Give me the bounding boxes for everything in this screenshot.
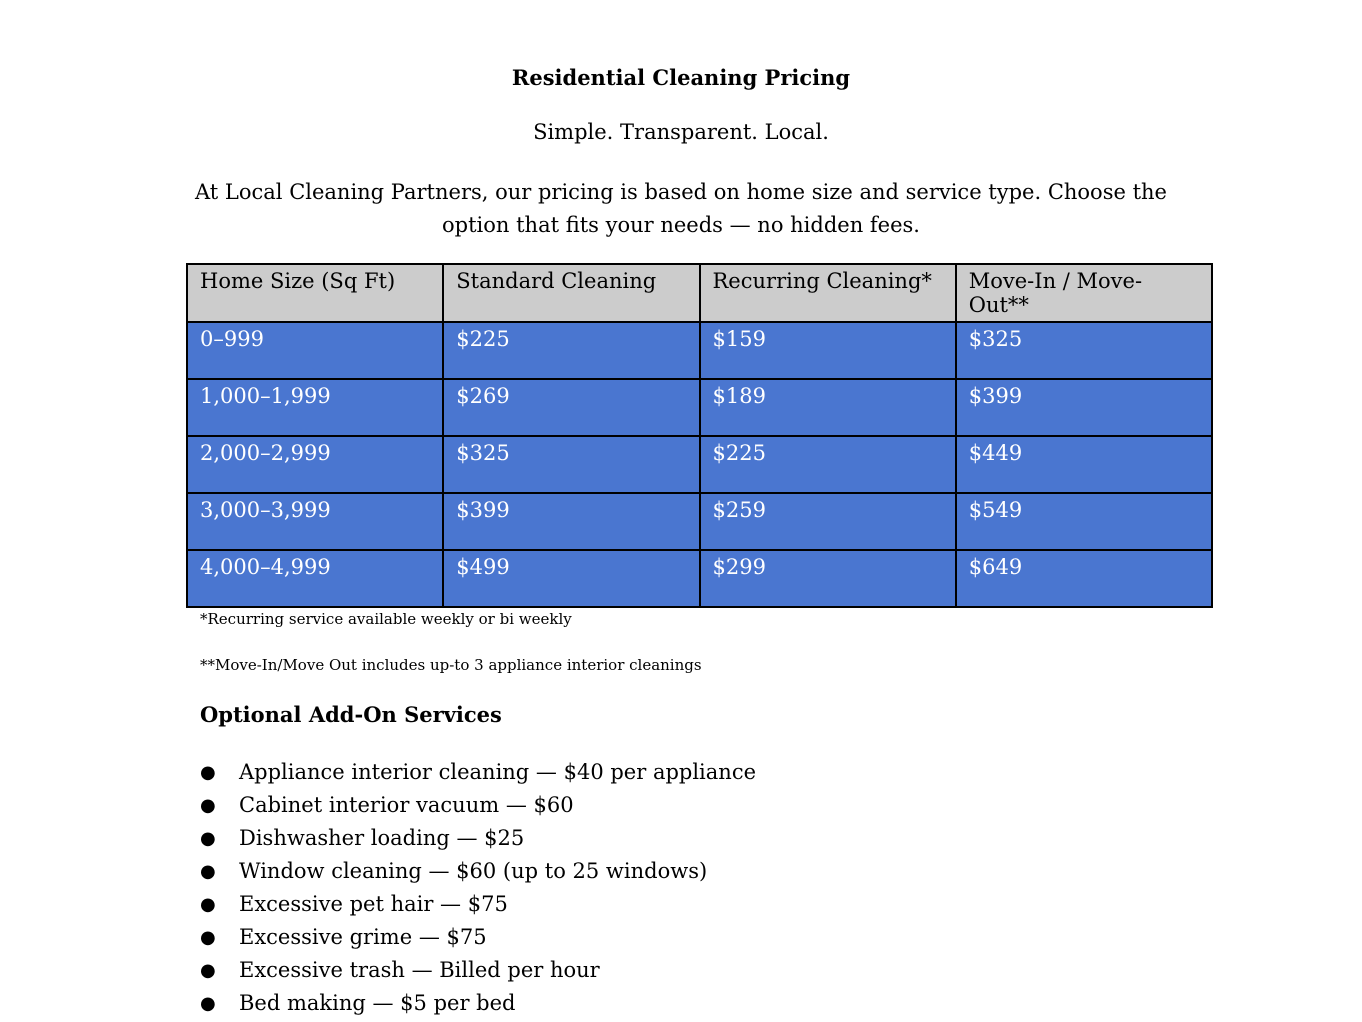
cell-home-size: 2,000–2,999 <box>187 436 443 493</box>
bullet-icon: ● <box>200 861 216 882</box>
move-footnote: **Move-In/Move Out includes up-to 3 appliance interior cleanings <box>200 656 702 674</box>
header-recurring-cleaning: Recurring Cleaning* <box>700 264 956 322</box>
list-item <box>200 822 756 855</box>
addons-heading: Optional Add-On Services <box>200 702 502 727</box>
cell-recurring-price: $259 <box>700 493 956 550</box>
addon-text: Dishwasher loading — $25 <box>239 826 525 850</box>
header-standard-cleaning: Standard Cleaning <box>443 264 699 322</box>
cell-standard-price: $225 <box>443 322 699 379</box>
cell-standard-price: $499 <box>443 550 699 607</box>
addon-text: Excessive grime — $75 <box>239 925 487 949</box>
cell-move-price: $399 <box>956 379 1212 436</box>
intro-paragraph: At Local Cleaning Partners, our pricing is based on home size and service type. Choose the option that fits your needs — no hidden fees. <box>195 180 1167 237</box>
addon-text: Excessive trash — Billed per hour <box>239 958 600 982</box>
table-row <box>187 493 1212 550</box>
cell-home-size: 4,000–4,999 <box>187 550 443 607</box>
cell-recurring-price: $225 <box>700 436 956 493</box>
recurring-footnote: *Recurring service available weekly or bi weekly <box>200 610 572 628</box>
cell-move-price: $649 <box>956 550 1212 607</box>
bullet-icon: ● <box>200 795 216 816</box>
list-item <box>200 855 756 888</box>
page-subtitle: Simple. Transparent. Local. <box>533 120 829 144</box>
table-row <box>187 436 1212 493</box>
cell-home-size: 1,000–1,999 <box>187 379 443 436</box>
cell-move-price: $325 <box>956 322 1212 379</box>
header-move-in-out: Move-In / Move-Out** <box>956 264 1212 322</box>
list-item <box>200 921 756 954</box>
bullet-icon: ● <box>200 762 216 783</box>
list-item <box>200 756 756 789</box>
table-row <box>187 322 1212 379</box>
addon-text: Appliance interior cleaning — $40 per appliance <box>239 760 757 784</box>
cell-standard-price: $399 <box>443 493 699 550</box>
cell-recurring-price: $189 <box>700 379 956 436</box>
cell-standard-price: $269 <box>443 379 699 436</box>
table-header-row <box>187 264 1212 322</box>
cell-home-size: 3,000–3,999 <box>187 493 443 550</box>
bullet-icon: ● <box>200 993 216 1014</box>
bullet-icon: ● <box>200 828 216 849</box>
pricing-table <box>186 263 1213 608</box>
table-row <box>187 550 1212 607</box>
cell-standard-price: $325 <box>443 436 699 493</box>
list-item <box>200 789 756 822</box>
addons-list <box>200 756 756 1020</box>
bullet-icon: ● <box>200 927 216 948</box>
cell-recurring-price: $159 <box>700 322 956 379</box>
cell-home-size: 0–999 <box>187 322 443 379</box>
page-title: Residential Cleaning Pricing <box>511 65 851 90</box>
cell-recurring-price: $299 <box>700 550 956 607</box>
header-home-size: Home Size (Sq Ft) <box>187 264 443 322</box>
table-row <box>187 379 1212 436</box>
list-item <box>200 888 756 921</box>
addon-text: Window cleaning — $60 (up to 25 windows) <box>239 859 708 883</box>
cell-move-price: $449 <box>956 436 1212 493</box>
bullet-icon: ● <box>200 960 216 981</box>
list-item <box>200 954 756 987</box>
addon-text: Bed making — $5 per bed <box>239 991 516 1015</box>
bullet-icon: ● <box>200 894 216 915</box>
addon-text: Cabinet interior vacuum — $60 <box>239 793 574 817</box>
list-item <box>200 987 756 1020</box>
cell-move-price: $549 <box>956 493 1212 550</box>
addon-text: Excessive pet hair — $75 <box>239 892 508 916</box>
